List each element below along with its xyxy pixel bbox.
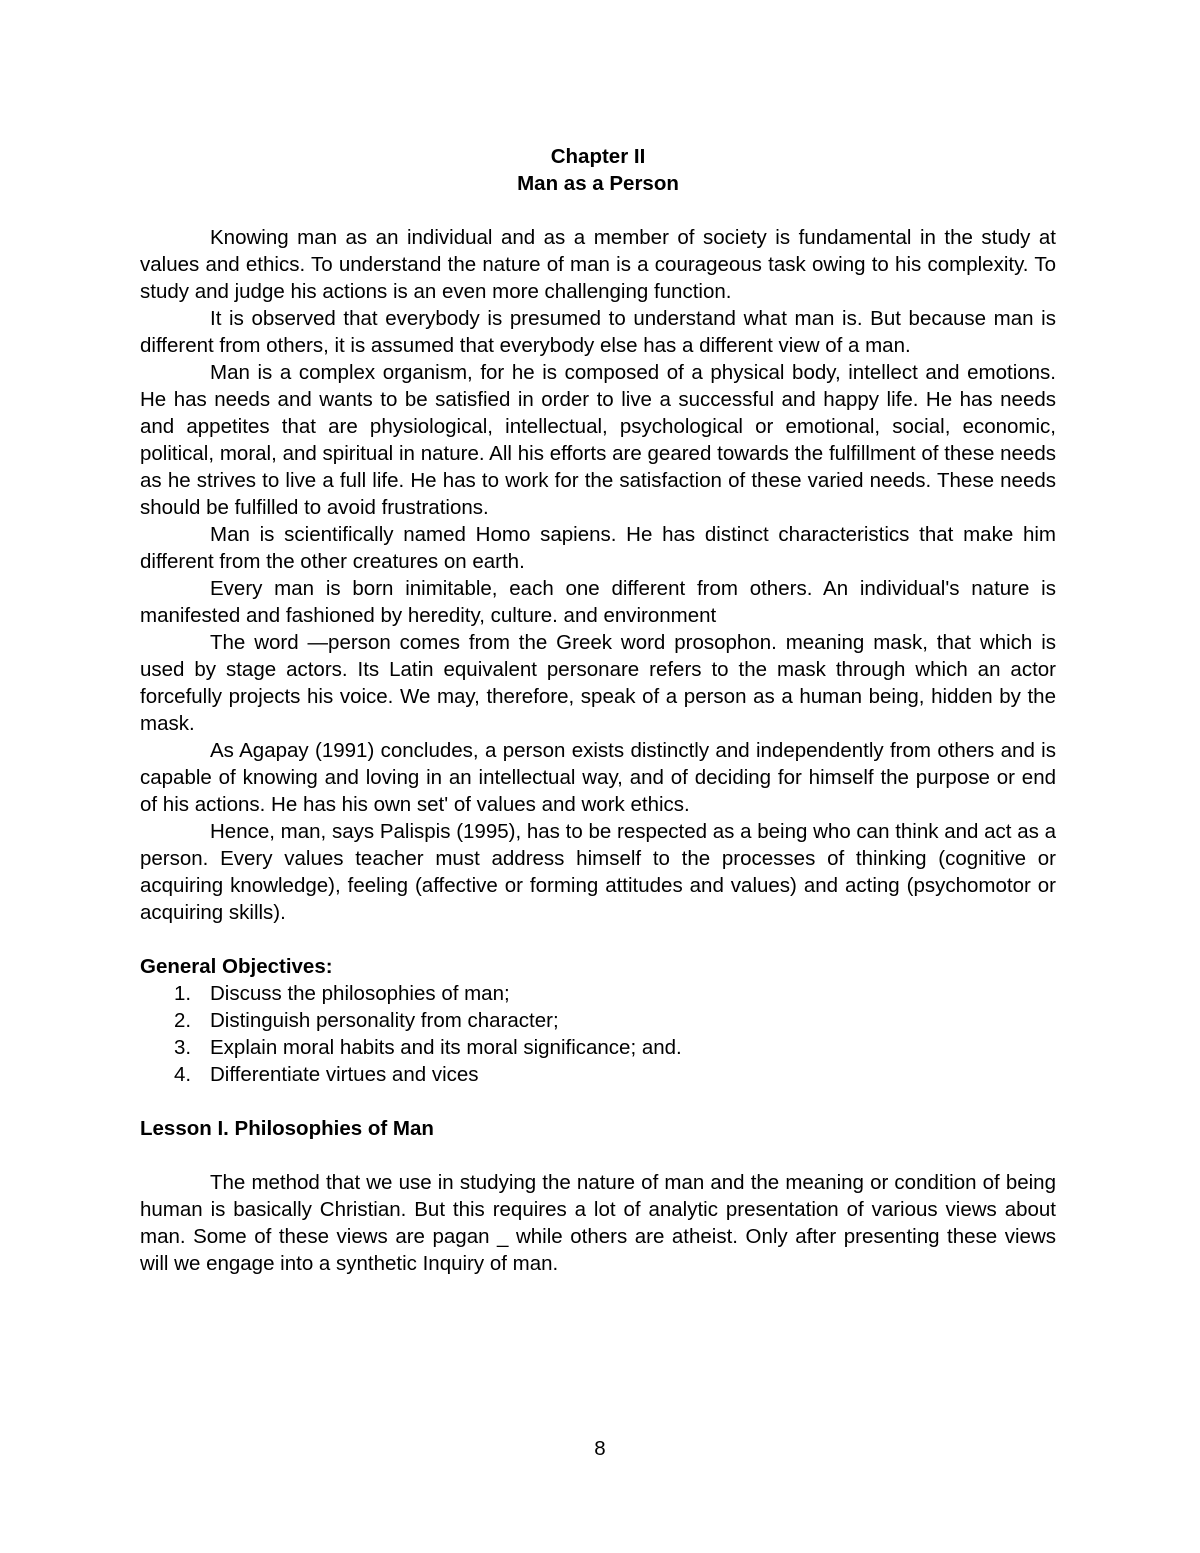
objective-item [140, 1034, 1056, 1061]
chapter-label: Chapter II [550, 145, 646, 168]
intro-paragraph: Man is scientifically named Homo sapiens. He has distinct characteristics that make him different from the other creatures on earth. [140, 523, 1056, 573]
intro-paragraph: Hence, man, says Palispis (1995), has to be respected as a being who can think and act as a person. Every values teacher must address himself to the processes of thinking (cognitive or acquiring knowledge), feeling (affective or forming attitudes and values) and acting (psychomotor or acquiring skills). [140, 820, 1056, 924]
chapter-title: Man as a Person [517, 172, 679, 195]
objective-text: Differentiate virtues and vices [210, 1063, 479, 1086]
objective-text: Distinguish personality from character; [210, 1009, 559, 1032]
lesson-section [140, 1169, 1056, 1277]
intro-paragraph: Every man is born inimitable, each one different from others. An individual's nature is manifested and fashioned by heredity, culture. and environment [140, 577, 1056, 627]
objective-number: 2. [174, 1009, 192, 1032]
objective-text: Discuss the philosophies of man; [210, 982, 510, 1005]
lesson-heading: Lesson I. Philosophies of Man [140, 1117, 434, 1140]
page-number: 8 [594, 1437, 606, 1460]
intro-paragraph: As Agapay (1991) concludes, a person exists distinctly and independently from others and is capable of knowing and loving in an intellectual way, and of deciding for himself the purpose or end of his actions. He has his own set' of values and work ethics. [140, 739, 1056, 816]
objectives-list [140, 980, 1056, 1088]
intro-paragraph: It is observed that everybody is presumed to understand what man is. But because man is different from others, it is assumed that everybody else has a different view of a man. [140, 307, 1056, 357]
objective-number: 4. [174, 1063, 192, 1086]
objective-text: Explain moral habits and its moral significance; and. [210, 1036, 682, 1059]
intro-section [140, 224, 1056, 926]
objective-item [140, 1061, 1056, 1088]
intro-paragraph: Knowing man as an individual and as a member of society is fundamental in the study at values and ethics. To understand the nature of man is a courageous task owing to his complexity. To study and judge his actions is an even more challenging function. [140, 226, 1056, 303]
intro-paragraph: The word —person comes from the Greek word prosophon. meaning mask, that which is used by stage actors. Its Latin equivalent personare refers to the mask through which an actor forcefully projects his voice. We may, therefore, speak of a person as a human being, hidden by the mask. [140, 631, 1056, 735]
document-page [140, 143, 1056, 1277]
objective-item [140, 1007, 1056, 1034]
objective-number: 1. [174, 982, 192, 1005]
objective-number: 3. [174, 1036, 192, 1059]
intro-paragraph: Man is a complex organism, for he is composed of a physical body, intellect and emotions. He has needs and wants to be satisfied in order to live a successful and happy life. He has needs and appetites that are physiological, intellectual, psychological or emotional, social, economic, political, moral, and spiritual in nature. All his efforts are geared towards the fulfillment of these needs as he strives to live a full life. He has to work for the satisfaction of these varied needs. These needs should be fulfilled to avoid frustrations. [140, 361, 1056, 519]
objective-item [140, 980, 1056, 1007]
lesson-paragraph: The method that we use in studying the nature of man and the meaning or condition of being human is basically Christian. But this requires a lot of analytic presentation of various views about man. Some of these views are pagan _ while others are atheist. Only after presenting these views will we engage into a synthetic Inquiry of man. [140, 1171, 1056, 1275]
objectives-heading: General Objectives: [140, 955, 333, 978]
